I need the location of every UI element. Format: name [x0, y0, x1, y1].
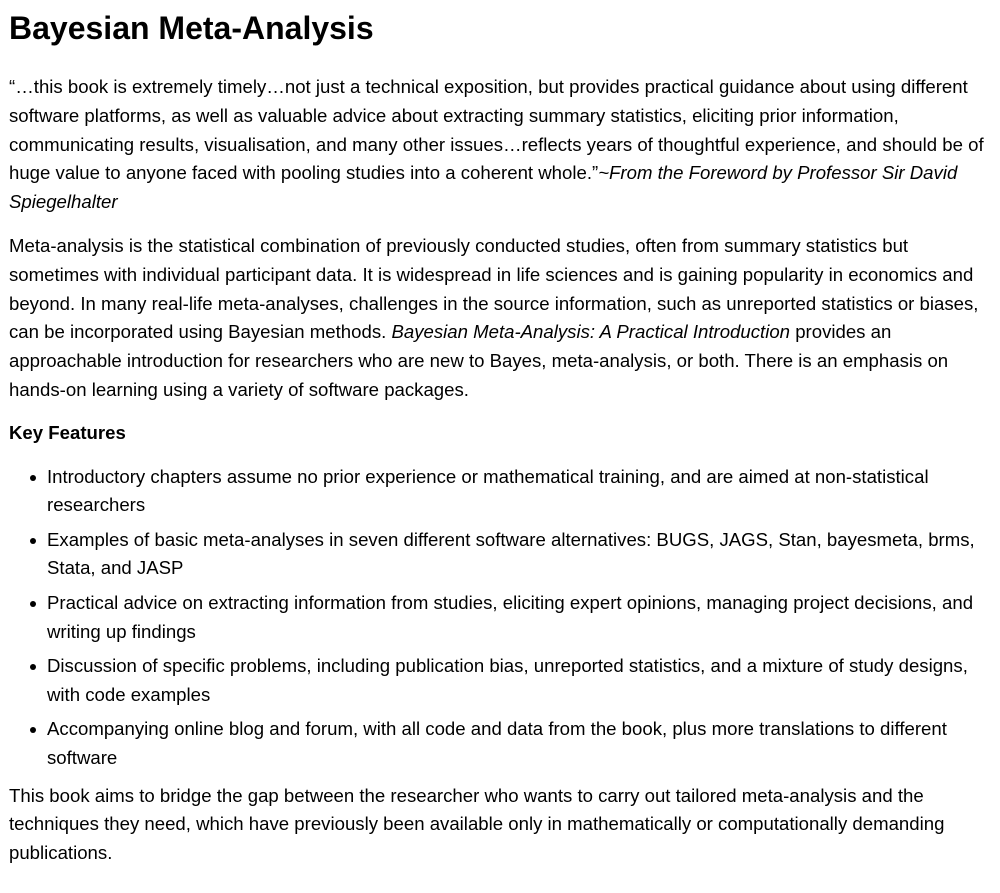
book-title-italic: Bayesian Meta-Analysis: A Practical Introduction	[391, 321, 791, 343]
list-item-text: Accompanying online blog and forum, with all code and data from the book, plus more translations to different software	[47, 717, 947, 768]
list-item	[47, 463, 992, 521]
list-item-text: Practical advice on extracting information from studies, eliciting expert opinions, managing project decisions, and writing up findings	[47, 591, 974, 642]
closing-paragraph: This book aims to bridge the gap between the researcher who wants to carry out tailored meta-analysis and the techniques they need, which have previously been available only in mathematically or computationally demanding publications.	[9, 784, 945, 864]
bullet-icon	[30, 601, 36, 607]
key-features-list	[9, 463, 992, 773]
list-item-text: Discussion of specific problems, including publication bias, unreported statistics, and a mixture of study designs, with code examples	[47, 654, 968, 705]
bullet-icon	[30, 664, 36, 670]
list-item	[47, 526, 992, 584]
book-description	[9, 232, 992, 405]
bullet-icon	[30, 727, 36, 733]
list-item	[47, 715, 992, 773]
page-title: Bayesian Meta-Analysis	[9, 10, 374, 46]
book-description-page	[0, 9, 1000, 868]
list-item	[47, 589, 992, 647]
list-item-text: Examples of basic meta-analyses in seven different software alternatives: BUGS, JAGS, Stan, bayesmeta, brms, Stata, and JASP	[47, 528, 975, 579]
foreword-quote	[9, 73, 992, 217]
key-features-heading: Key Features	[9, 421, 126, 443]
bullet-icon	[30, 475, 36, 481]
description-text-before: Meta-analysis is the statistical combination of previously conducted studies, often from summary statistics but sometimes with individual participant data. It is widespread in life sciences and is gaining popularity in economics and beyond. In many real-life meta-analyses, challenges in the source information, such as unreported statistics or biases, can be incorporated using Bayesian methods.	[9, 234, 979, 343]
quote-text: “…this book is extremely timely…not just a technical exposition, but provides practical guidance about using different software platforms, as well as valuable advice about extracting summary statistics, eliciting prior information, communicating results, visualisation, and many other issues…reflects years of thoughtful experience, and should be of huge value to anyone faced with pooling studies into a coherent whole.”	[9, 76, 984, 184]
list-item-text: Introductory chapters assume no prior experience or mathematical training, and are aimed at non-statistical researchers	[47, 465, 929, 516]
list-item	[47, 652, 992, 710]
bullet-icon	[30, 538, 36, 544]
quote-attribution: ~From the Foreword by Professor Sir David Spiegelhalter	[9, 162, 958, 213]
description-text-after: provides an approachable introduction for researchers who are new to Bayes, meta-analysis, or both. There is an emphasis on hands-on learning using a variety of software packages.	[9, 321, 949, 400]
